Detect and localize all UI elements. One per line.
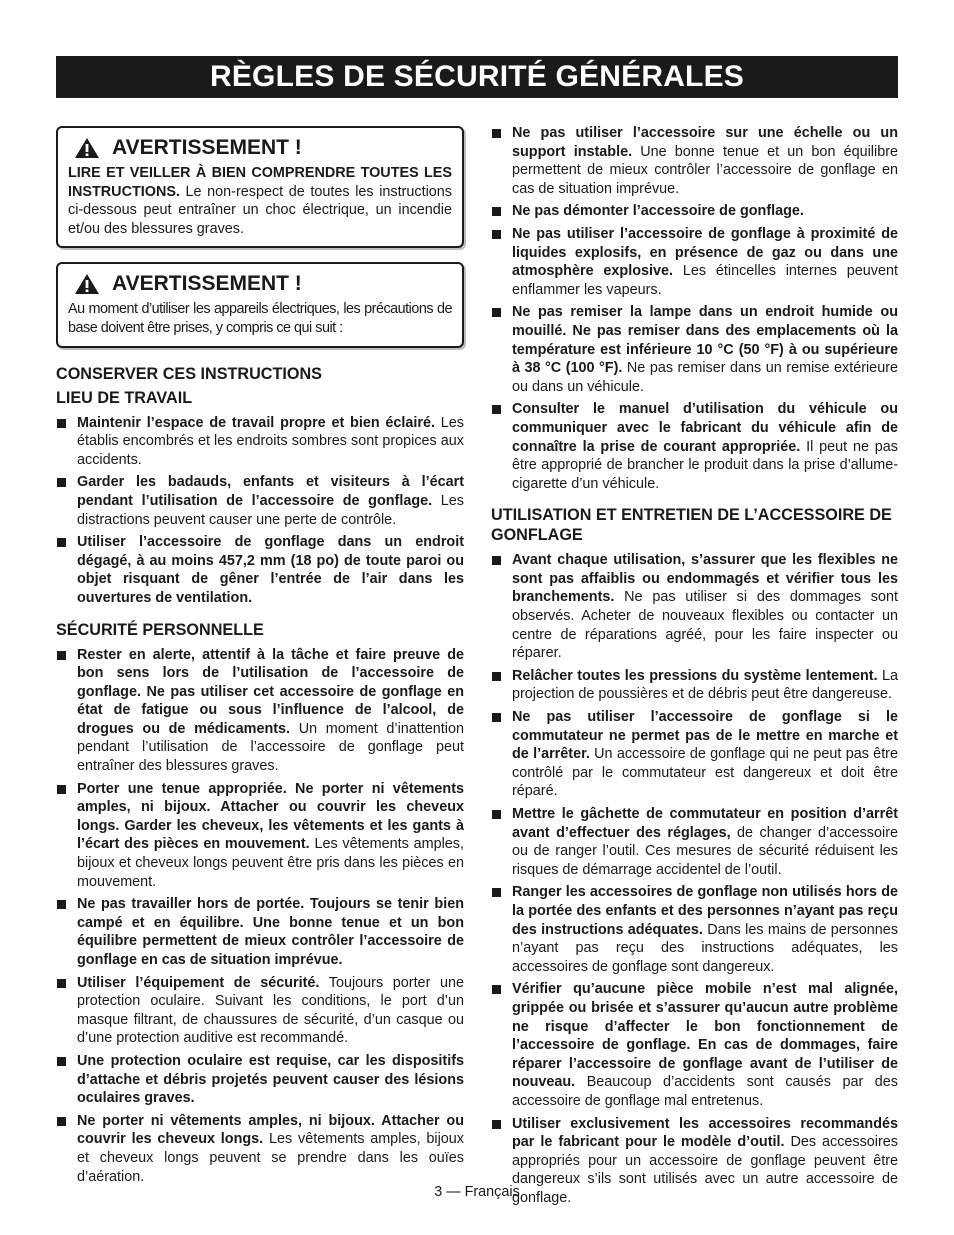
list-item (491, 202, 898, 221)
bullet-square-icon (57, 478, 66, 487)
item-bold: Relâcher toutes les pressions du système lentement. (512, 667, 878, 684)
list-item (56, 533, 464, 607)
bullet-square-icon (492, 129, 501, 138)
list-item (491, 551, 898, 663)
item-bold: Ne pas utiliser l’accessoire sur une échelle ou un support instable. (512, 125, 898, 160)
item-text: de changer d’accessoire ou de ranger l’outil. Ces mesures de sécurité réduisent les risques de démarrage accidentel de l’outil. (512, 824, 898, 878)
item-bold: Maintenir l’espace de travail propre et bien éclairé. (77, 414, 436, 431)
bullet-square-icon (492, 672, 501, 681)
list-item (56, 646, 464, 776)
item-bold: Une protection oculaire est requise, car les dispositifs d’attache et débris projetés peuvent causer des lésions oculaires graves. (77, 1052, 464, 1107)
bullet-square-icon (492, 405, 501, 414)
warning-text (68, 164, 452, 238)
bullet-square-icon (57, 651, 66, 660)
list-securite-personnelle (56, 646, 464, 1187)
bullet-square-icon (57, 785, 66, 794)
warning-body: Le non-respect de toutes les instructions ci-dessous peut entraîner un choc électrique, un incendie et/ou des blessures graves. (68, 183, 452, 237)
bullet-square-icon (57, 1117, 66, 1126)
heading-utilisation-entretien: UTILISATION ET ENTRETIEN DE L’ACCESSOIRE DE GONFLAGE (491, 506, 892, 545)
list-item (491, 400, 898, 493)
item-text: Ne pas remiser dans un remise extérieure ou dans un véhicule. (512, 360, 898, 395)
list-item (491, 303, 898, 396)
item-text: Une bonne tenue et un bon équilibre permettent de mieux contrôler l’accessoire de gonflage en cas de situation imprévue. (512, 143, 898, 197)
item-text: Un accessoire de gonflage qui ne peut pas être contrôlé par le commutateur est dangereux et doit être réparé. (512, 746, 898, 800)
item-bold: Consulter le manuel d’utilisation du véhicule ou communiquer avec le fabricant du véhicule afin de connaître la prise de courant appropriée. (512, 401, 898, 455)
item-text: Dans les mains de personnes n’ayant pas reçu des instructions adéquates, les accessoires de gonflage sont dangereux. (512, 921, 899, 975)
item-bold: Utiliser l’équipement de sécurité. (77, 974, 320, 991)
list-item (56, 974, 464, 1048)
list-item (56, 1052, 464, 1108)
bullet-square-icon (492, 207, 501, 216)
warning-header (68, 272, 452, 296)
heading-lieu-de-travail: LIEU DE TRAVAIL (56, 388, 193, 407)
list-item (491, 883, 898, 976)
list-item (56, 780, 464, 892)
item-bold: Mettre le gâchette de commutateur en position d’arrêt avant d’effectuer des réglages, (512, 806, 898, 841)
item-text: Un moment d’inattention pendant l’utilisation de l’accessoire de gonflage peut entraîner des blessures graves. (77, 720, 464, 775)
bullet-square-icon (492, 985, 501, 994)
list-item (56, 895, 464, 969)
item-text: Les distractions peuvent causer une perte de contrôle. (77, 492, 464, 528)
item-text: Toujours porter une protection oculaire. Suivant les conditions, le port d’un masque filtrant, de chaussures de sécurité, d’un casque ou d’une protection auditive est recommandé. (77, 974, 464, 1047)
item-text: La projection de poussières et de débris peut être dangereuse. (512, 667, 898, 703)
item-bold: Utiliser exclusivement les accessoires recommandés par le fabricant pour le modèle d’outil. (512, 1115, 898, 1151)
bullet-square-icon (492, 888, 501, 897)
item-bold: Ne pas utiliser l’accessoire de gonflage si le commutateur ne permet pas de le mettre en marche et de l’arrêter. (512, 709, 898, 763)
item-bold: Garder les badauds, enfants et visiteurs à l’écart pendant l’utilisation de l’accessoire de gonflage. (77, 474, 464, 509)
bullet-square-icon (57, 1057, 66, 1066)
list-item (56, 414, 464, 470)
list-item (56, 473, 464, 529)
heading-securite-personnelle: SÉCURITÉ PERSONNELLE (56, 620, 264, 639)
warning-triangle-icon (74, 137, 100, 159)
bullet-square-icon (492, 230, 501, 239)
warning-triangle-icon (74, 273, 100, 295)
list-item (491, 667, 898, 704)
left-column (56, 126, 464, 1190)
heading-conserver: CONSERVER CES INSTRUCTIONS (56, 364, 322, 383)
item-bold: Utiliser l’accessoire de gonflage dans un endroit dégagé, à au moins 457,2 mm (18 po) de toute paroi ou objet risquant de gêner l’entrée de l’air dans les ouvertures de ventilation. (77, 534, 464, 606)
item-bold: Ne porter ni vêtements amples, ni bijoux. Attacher ou couvrir les cheveux longs. (77, 1112, 464, 1148)
list-lieu-de-travail (56, 414, 464, 608)
warning-title: AVERTISSEMENT ! (112, 272, 302, 296)
list-item (56, 1112, 464, 1186)
item-bold: Vérifier qu’aucune pièce mobile n’est mal alignée, grippée ou brisée et s’assurer qu’aucun autre problème ne risque d’affecter le bon fonctionnement de l’accessoire de gonflage. En cas de dommages, faire réparer l’accessoire de gonflage avant de l’utiliser de nouveau. (512, 981, 898, 1091)
item-bold: Rester en alerte, attentif à la tâche et faire preuve de bon sens lors de l’utilisation de l’accessoire de gonflage. Ne pas utiliser cet accessoire de gonflage en état de fatigue ou sous l’influence de l’alcool, de drogues ou de médicaments. (77, 646, 464, 737)
page-title: RÈGLES DE SÉCURITÉ GÉNÉRALES (56, 56, 898, 98)
warning-title: AVERTISSEMENT ! (112, 136, 302, 159)
item-bold: Ranger les accessoires de gonflage non utilisés hors de la portée des enfants et des personnes n’ayant pas reçu des instructions adéquates. (512, 884, 898, 938)
warning-box-2 (56, 262, 464, 347)
bullet-square-icon (492, 713, 501, 722)
bullet-square-icon (57, 538, 66, 547)
list-item (491, 708, 898, 801)
warning-text: Au moment d’utiliser les appareils électriques, les précautions de base doivent être prises, y compris ce qui suit : (68, 301, 452, 336)
warning-bold: LIRE ET VEILLER À BIEN COMPRENDRE TOUTES LES INSTRUCTIONS. (68, 165, 452, 200)
bullet-square-icon (57, 419, 66, 428)
warning-box-1 (56, 126, 464, 248)
list-item (491, 124, 898, 198)
list-item (491, 805, 898, 879)
item-text: Des accessoires appropriés pour un accessoire de gonflage peuvent être dangereux s’ils sont utilisés avec un autre accessoire de gonflage. (512, 1134, 898, 1206)
bullet-square-icon (57, 900, 66, 909)
bullet-square-icon (492, 308, 501, 317)
bullet-square-icon (492, 810, 501, 819)
right-column (491, 124, 898, 1211)
bullet-square-icon (492, 556, 501, 565)
bullet-square-icon (492, 1120, 501, 1129)
item-bold: Ne pas utiliser l’accessoire de gonflage à proximité de liquides explosifs, en présence de gaz ou dans une atmosphère explosive. (512, 225, 898, 280)
item-text: Ne pas utiliser si des dommages sont observés. Acheter de nouveaux flexibles ou contacter un centre de réparations agréé, pour les faire inspecter ou réparer. (512, 589, 898, 662)
warning-header (68, 136, 452, 160)
item-text: Il peut ne pas être approprié de brancher le produit dans la prise d’allume-cigarette d’un véhicule. (512, 438, 899, 492)
item-bold: Ne pas travailler hors de portée. Toujours se tenir bien campé et en équilibre. Une bonne tenue et un bon équilibre permettent de mieux contrôler l’accessoire de gonflage en cas de situation imprévue. (77, 896, 464, 968)
bullet-square-icon (57, 979, 66, 988)
item-text: Les vêtements amples, bijoux et cheveux longs peuvent être pris dans les pièces en mouvement. (77, 836, 464, 890)
item-bold: Ne pas démonter l’accessoire de gonflage. (512, 203, 804, 220)
list-item (491, 980, 898, 1110)
list-item (491, 225, 898, 299)
item-text: Les vêtements amples, bijoux et cheveux longs peuvent se prendre dans les ouïes d’aération. (77, 1131, 464, 1185)
list-utilisation-entretien (491, 551, 898, 1207)
item-bold: Ne pas remiser la lampe dans un endroit humide ou mouillé. Ne pas remiser dans des emplacements où la température est inférieure 10 °C (50 °F) à ou supérieure à 38 °C (100 °F). (512, 304, 898, 377)
item-text: Les établis encombrés et les endroits sombres sont propices aux accidents. (77, 414, 465, 468)
item-text: Les étincelles internes peuvent enflammer les vapeurs. (512, 263, 898, 298)
page-footer: 3 — Français (434, 1184, 520, 1200)
list-general (491, 124, 898, 493)
item-text: Beaucoup d’accidents sont causés par des accessoire de gonflage mal entretenus. (512, 1074, 898, 1109)
item-bold: Avant chaque utilisation, s’assurer que les flexibles ne sont pas affaiblis ou endommagés et vérifier tous les branchements. (512, 552, 898, 606)
item-bold: Porter une tenue appropriée. Ne porter ni vêtements amples, ni bijoux. Attacher ou couvrir les cheveux longs. Garder les cheveux, les vêtements et les gants à l’écart des pièces en mouvement. (77, 780, 464, 853)
